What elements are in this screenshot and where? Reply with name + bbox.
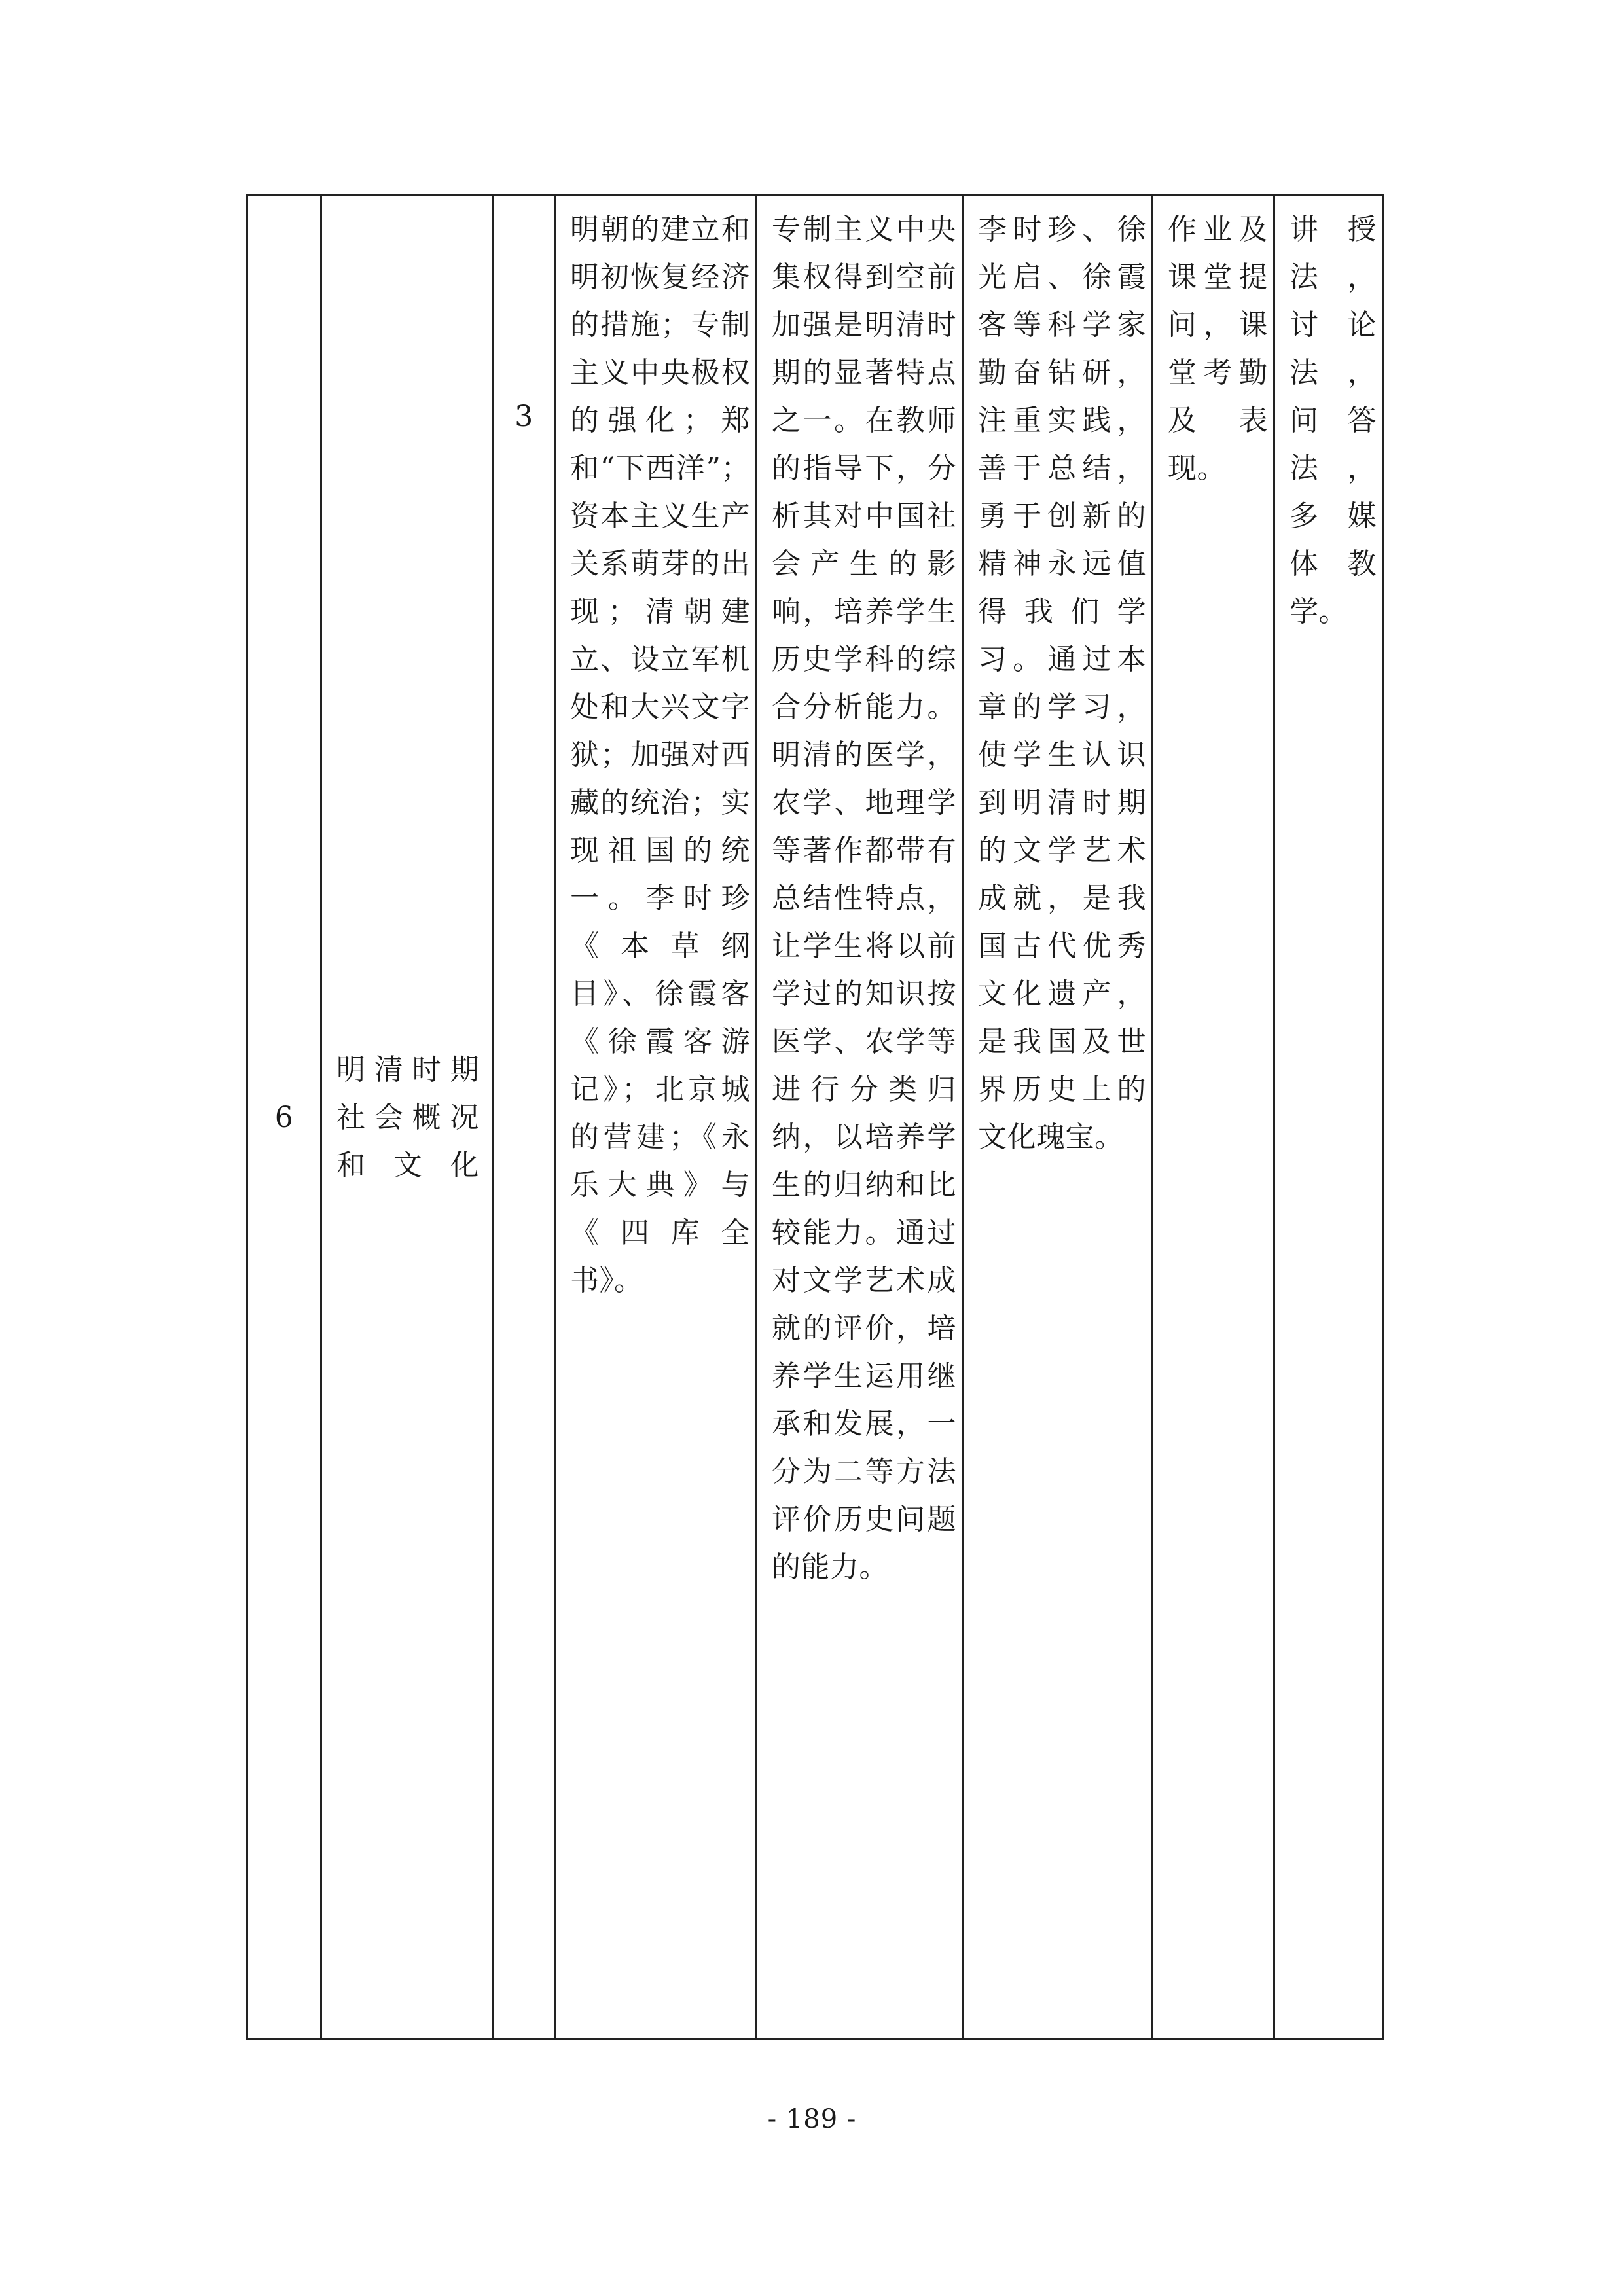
chapter-number: 6 xyxy=(274,1100,294,1134)
teaching-method: 讲授法，讨论法，问答法，多媒体教学。 xyxy=(1290,213,1377,628)
class-hours-cell xyxy=(494,196,555,2039)
teaching-content-cell xyxy=(555,196,757,2039)
class-hours: 3 xyxy=(514,400,533,433)
teaching-content: 明朝的建立和明初恢复经济的措施；专制主义中央极权的强化；郑和“下西洋”；资本主义生产关系萌芽的出现；清朝建立、设立军机处和大兴文字狱；加强对西藏的统治；实现祖国的统一。李时珍《本草纲目》、徐霞客《徐霞客游记》；北京城的营建；《永乐大典》与《四库全书》。 xyxy=(570,213,750,1297)
moral-goal: 李时珍、徐光启、徐霞客等科学家勤奋钻研，注重实践，善于总结，勇于创新的精神永远值得我们学习。通过本章的学习，使学生认识到明清时期的文学艺术成就，是我国古代优秀文化遗产，是我国及世界历史上的文化瑰宝。 xyxy=(978,213,1146,1154)
ability-goal-cell xyxy=(757,196,963,2039)
assessment-cell xyxy=(1153,196,1274,2039)
chapter-topic-cell xyxy=(321,196,494,2039)
chapter-topic: 明清时期社会概况和文化 xyxy=(336,1052,479,1182)
ability-goal: 专制主义中央集权得到空前加强是明清时期的显著特点之一。在教师的指导下，分析其对中国社会产生的影响，培养学生历史学科的综合分析能力。明清的医学，农学、地理学等著作都带有总结性特点，让学生将以前学过的知识按医学、农学等进行分类归纳，以培养学生的归纳和比较能力。通过对文学艺术成就的评价，培养学生运用继承和发展，一分为二等方法评价历史问题的能力。 xyxy=(772,213,956,1584)
moral-goal-cell xyxy=(963,196,1153,2039)
table-row xyxy=(247,196,1383,2039)
chapter-number-cell xyxy=(247,196,321,2039)
page-number: - 189 - xyxy=(767,2104,857,2134)
syllabus-table xyxy=(246,194,1384,2040)
teaching-method-cell xyxy=(1274,196,1383,2039)
assessment: 作业及课堂提问，课堂考勤及表现。 xyxy=(1168,213,1268,485)
